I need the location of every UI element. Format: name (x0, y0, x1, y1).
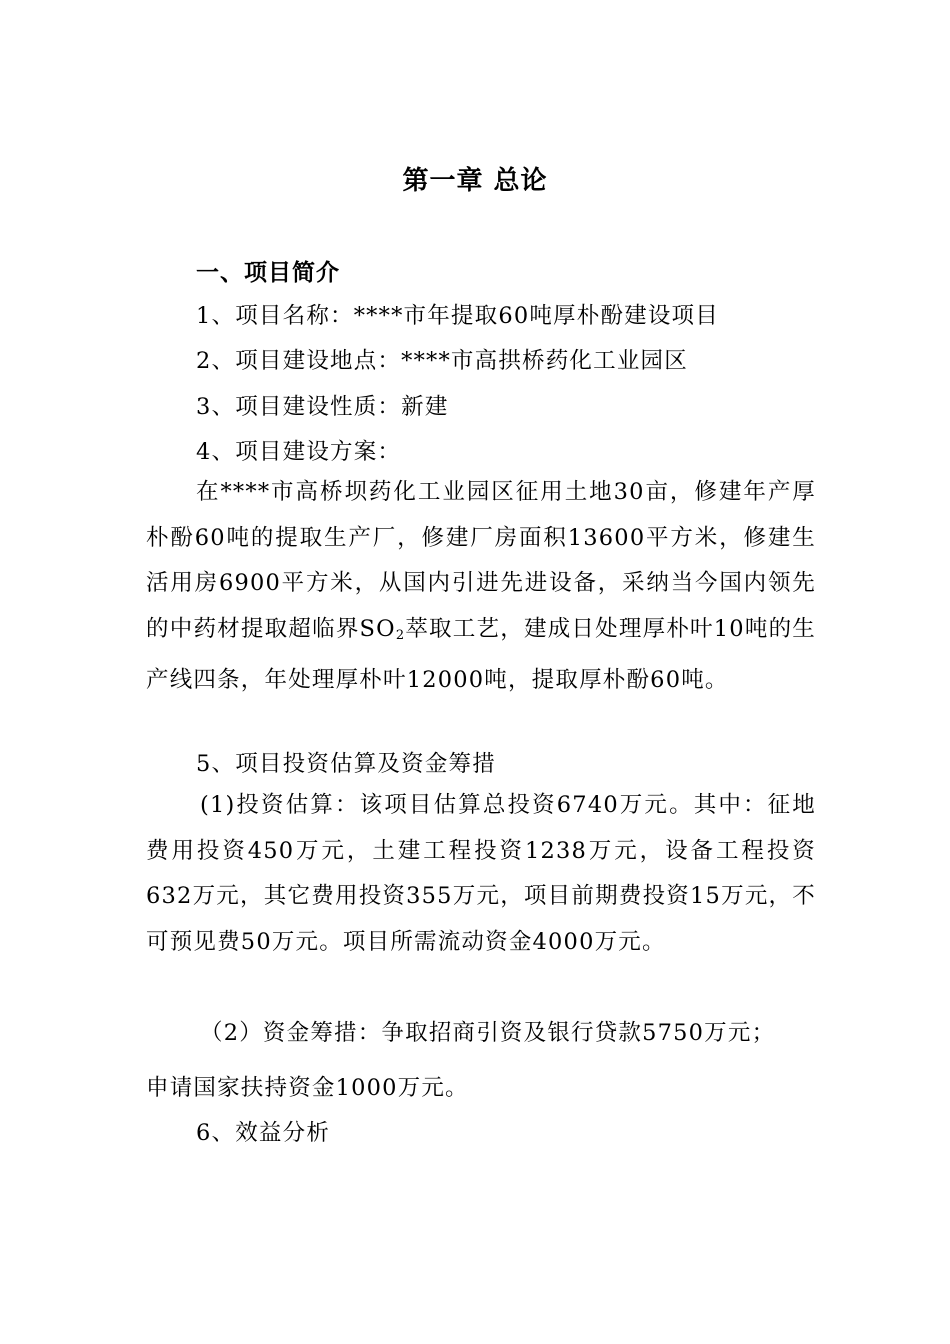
funding-line-2: 申请国家扶持资金1000万元。 (146, 1075, 469, 1101)
construction-plan-paragraph (146, 470, 816, 704)
item-project-location: 2、项目建设地点：****市高拱桥药化工业园区 (196, 348, 688, 374)
item-project-name: 1、项目名称：****市年提取60吨厚朴酚建设项目 (196, 303, 719, 329)
item-project-nature: 3、项目建设性质：新建 (196, 394, 449, 420)
plan-text-part1: 在****市高桥坝药化工业园区征用土地30亩，修建年产厚朴酚60吨的提取生产厂，修建厂房面积13600平方米，修建生活用房6900平方米，从国内引进先进设备，采纳当今国内领先的中药材提取超临界SO (146, 479, 816, 642)
investment-paragraph: (1)投资估算：该项目估算总投资6740万元。其中：征地费用投资450万元，土建工程投资1238万元，设备工程投资632万元，其它费用投资355万元，项目前期费投资15万元，不可预见费50万元。项目所需流动资金4000万元。 (146, 792, 816, 955)
item-benefit-analysis: 6、效益分析 (196, 1120, 331, 1146)
item-investment-funding: 5、项目投资估算及资金筹措 (196, 751, 496, 777)
plan-text-subscript: 2 (395, 627, 406, 643)
item-construction-plan: 4、项目建设方案： (196, 439, 402, 465)
funding-line-1: （2）资金筹措：争取招商引资及银行贷款5750万元； (200, 1020, 776, 1046)
section-heading: 一、项目简介 (196, 260, 340, 286)
plan-text-part2: 萃取工艺，建成日处理厚朴叶10吨的生产线四条，年处理厚朴叶12000吨，提取厚朴酚60吨。 (146, 615, 816, 693)
chapter-title: 第一章 总论 (402, 166, 548, 196)
